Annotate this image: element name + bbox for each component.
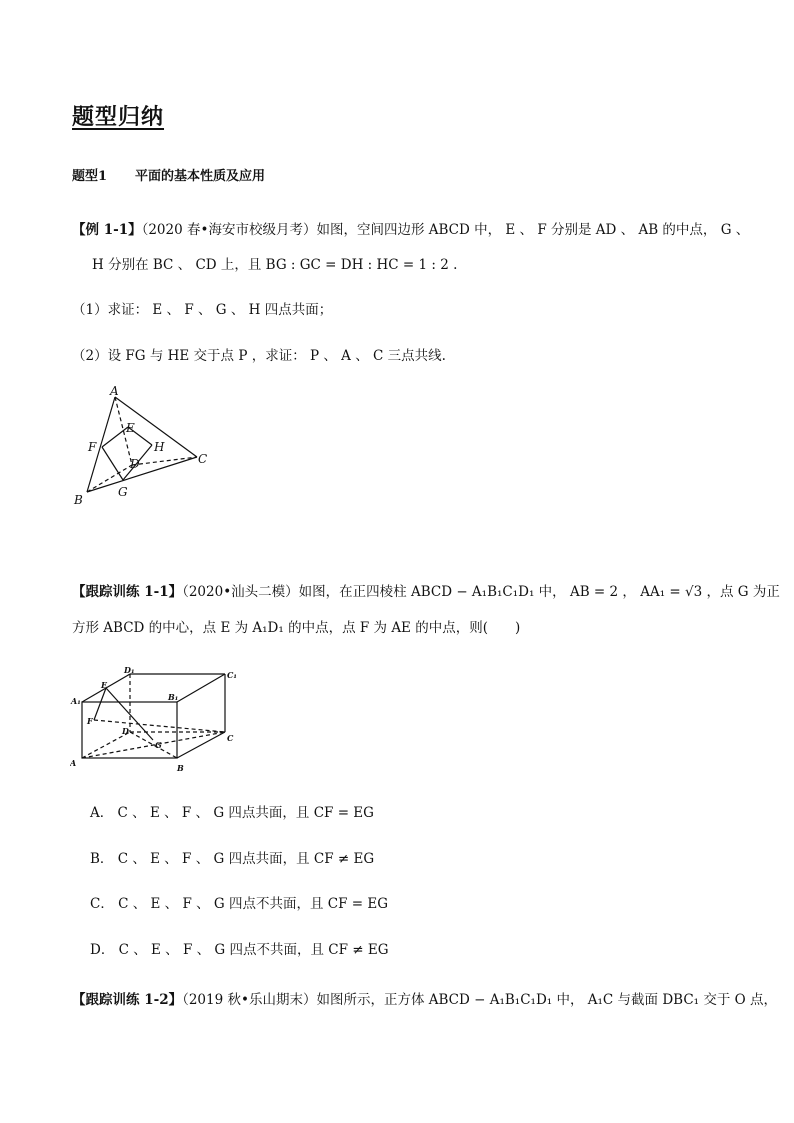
fig2-label-a1: A₁ [71, 696, 81, 706]
track-1-2-tag: 【跟踪训练 1-2】 [72, 992, 183, 1008]
fig1-label-a: A [110, 385, 119, 398]
fig2-label-g: G [155, 740, 162, 750]
prism-figure [70, 662, 245, 774]
example-1-1-line1 [72, 220, 749, 240]
example-1-1-question-1: （1）求证： E 、 F 、 G 、 H 四点共面； [72, 302, 333, 318]
example-1-1-tag: 【例 1-1】 [72, 222, 142, 238]
track-1-1-line1 [72, 582, 780, 602]
section-name: 平面的基本性质及应用 [135, 169, 266, 184]
fig1-label-f: F [88, 440, 97, 454]
page-heading: 题型归纳 [72, 104, 165, 130]
fig2-label-a: A [70, 758, 77, 768]
example-1-1-question-2: （2）设 FG 与 HE 交于点 P ，求证： P 、 A 、 C 三点共线. [72, 348, 446, 364]
fig2-label-c: C [227, 733, 234, 743]
track-1-2-text1: （2019 秋•乐山期末）如图所示，正方体 ABCD − A₁B₁C₁D₁ 中， A₁C 与截面 DBC₁ 交于 O 点， [182, 992, 778, 1008]
option-d: D． C 、 E 、 F 、 G 四点不共面，且 CF ≠ EG [90, 942, 389, 958]
option-a: A． C 、 E 、 F 、 G 四点共面，且 CF = EG [90, 805, 374, 821]
fig1-label-h: H [154, 440, 165, 454]
fig1-label-g: G [118, 485, 128, 499]
section-label: 题型1 [72, 169, 108, 184]
fig1-label-c: C [198, 452, 208, 466]
fig1-label-d: D [130, 457, 140, 471]
fig1-label-b: B [74, 493, 83, 507]
option-b: B． C 、 E 、 F 、 G 四点共面，且 CF ≠ EG [90, 851, 375, 867]
track-1-1-text1: （2020•汕头二模）如图，在正四棱柱 ABCD − A₁B₁C₁D₁ 中， AB = 2 ， AA₁ = √3 ，点 G 为正 [182, 584, 780, 600]
track-1-2-line1 [72, 990, 777, 1010]
section-title [72, 165, 265, 184]
option-c: C． C 、 E 、 F 、 G 四点不共面，且 CF = EG [90, 896, 389, 912]
fig2-label-f: F [87, 716, 93, 726]
fig2-label-b: B [177, 763, 184, 773]
fig2-label-d: D [122, 726, 129, 736]
track-1-1-line2: 方形 ABCD 的中心，点 E 为 A₁D₁ 的中点，点 F 为 AE 的中点，则( ) [72, 620, 521, 636]
example-1-1-text1: （2020 春•海安市校级月考）如图，空间四边形 ABCD 中， E 、 F 分别是 AD 、 AB 的中点， G 、 [141, 222, 750, 238]
fig2-label-e: E [101, 680, 108, 690]
fig2-label-c1: C₁ [227, 670, 237, 680]
fig2-label-d1: D₁ [124, 665, 135, 675]
track-1-1-tag: 【跟踪训练 1-1】 [72, 584, 183, 600]
example-1-1-line2: H 分别在 BC 、 CD 上，且 BG : GC = DH : HC = 1 : 2 . [92, 257, 458, 273]
tetrahedron-figure [70, 385, 220, 510]
fig2-label-b1: B₁ [168, 692, 179, 702]
fig1-label-e: E [126, 421, 135, 435]
